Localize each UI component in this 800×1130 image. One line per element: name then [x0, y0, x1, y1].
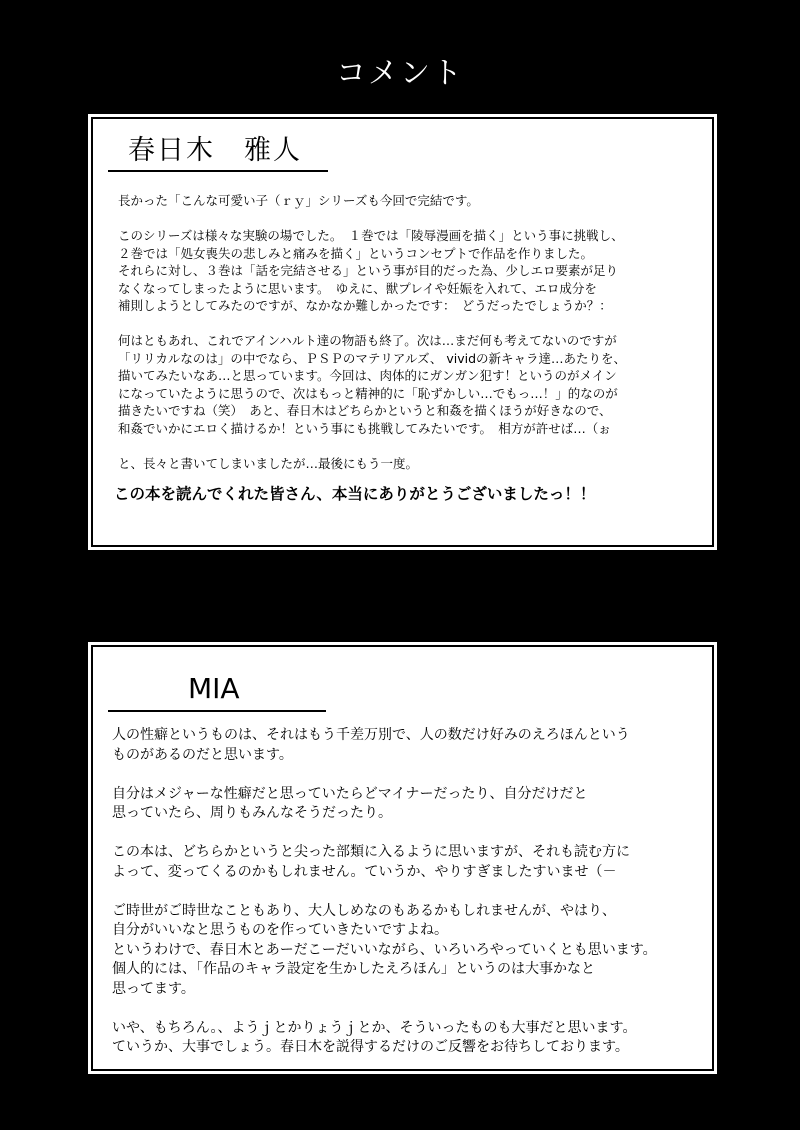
comment-body: 長かった「こんな可愛い子（ｒｙ」シリーズも今回で完結です。 このシリーズは様々な実験の場でした。 １巻では「陵辱漫画を描く」という事に挑戦し、 ２巻では「処女喪失の悲しみと痛みを描く」というコンセプトで作品を作りました。 それらに対し、３巻は「話を完結させる」という事が目的だった為、少しエロ要素が足り なくなってしまったように思います。 ゆえに、獣プレイや妊娠を入れて、エロ成分を 補則しようとしてみたのですが、なかなか難しかったです： どうだったでしょうか？： 何はともあれ、これでアインハルト達の物語も終了。次は…まだ何も考えてないのですが 「リリカルなのは」の中でなら、ＰＳＰのマテリアルズ、 vividの新キャラ達…あたりを、 描いてみたいなあ…と思っています。今回は、肉体的にガンガン犯す！というのがメイン になっていたように思うので、次はもっと精神的に「恥ずかしい…でもっ…！」的なのが 描きたいですね（笑） あと、春日木はどちらかというと和姦を描くほうが好きなので、 和姦でいかにエロく描けるか！という事にも挑戦してみたいです。 相方が許せば…（ぉ と、長々と書いてしまいましたが…最後にもう一度。 — [118, 193, 627, 471]
author-underline — [108, 170, 328, 172]
comment-panel-mia — [88, 642, 717, 1074]
author-name: MIA — [188, 672, 240, 705]
comment-body: 人の性癖というものは、それはもう千差万別で、人の数だけ好みのえろほんという ものがあるのだと思います。 自分はメジャーな性癖だと思っていたらどマイナーだったり、自分だけだと 思っていたら、周りもみんなそうだったり。 この本は、どちらかというと尖った部類に入るように思いますが、それも読む方に よって、変ってくるのかもしれません。ていうか、やりすぎましたすいませ（－ ご時世がご時世なこともあり、大人しめなのもあるかもしれませんが、やはり、 自分がいいなと思うものを作っていきたいですよね。 というわけで、春日木とあーだこーだいいながら、いろいろやっていくとも思います。 個人的には、「作品のキャラ設定を生かしたえろほん」というのは大事かなと 思ってます。 いや、もちろん。、ようｊとかりょうｊとか、そういったものも大事だと思います。 ていうか、大事でしょう。春日木を説得するだけのご反響をお待ちしております。 — [112, 727, 657, 1055]
comment-panel-kasugagi — [88, 114, 717, 550]
author-underline — [108, 710, 326, 712]
author-name: 春日木 雅人 — [128, 135, 302, 166]
page-title: コメント — [336, 56, 464, 91]
comment-closing: この本を読んでくれた皆さん、本当にありがとうございましたっ！！ — [114, 485, 596, 503]
